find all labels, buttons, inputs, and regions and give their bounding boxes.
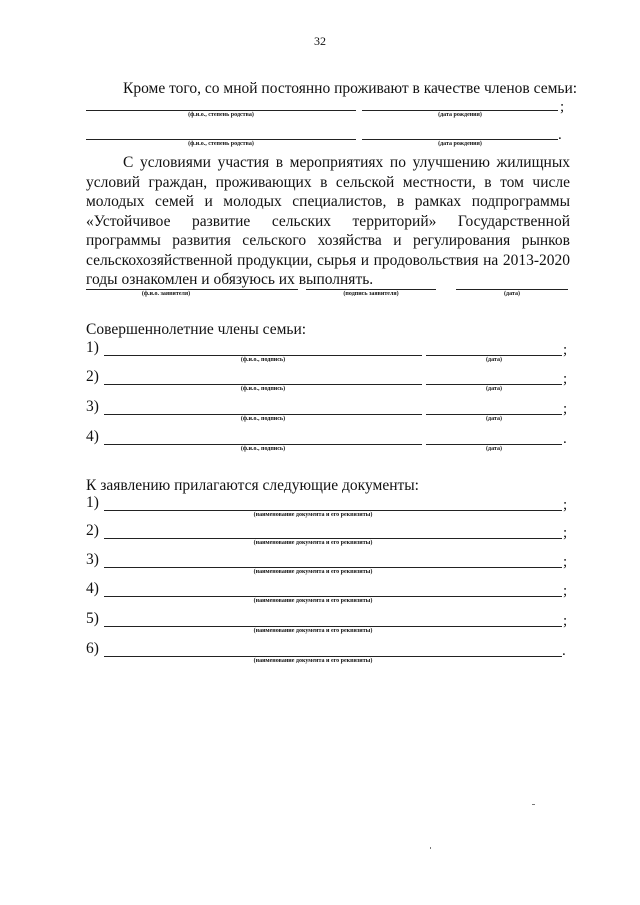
caption-document-details: (наименование документа и его реквизиты) [253,658,373,664]
item-number: 3) [86,398,99,415]
item-number: 4) [86,428,99,445]
member-name-line [104,414,422,415]
member-date-line [426,414,562,415]
caption-document-details: (наименование документа и его реквизиты) [253,628,373,634]
caption-document-details: (наименование документа и его реквизиты) [253,512,373,518]
caption-birthdate: (дата рождения) [438,112,482,118]
caption-name-signature: (ф.и.о., подпись) [240,416,286,422]
document-line [104,538,562,539]
caption-name-signature: (ф.и.о., подпись) [240,446,286,452]
document-line [104,596,562,597]
consent-paragraph [86,153,570,290]
caption-name-relation: (ф.и.о., степень родства) [188,112,254,118]
caption-date: (дата) [486,446,502,452]
family-name-line [86,110,356,111]
caption-date: (дата) [486,386,502,392]
item-number: 2) [86,522,99,539]
family-birthdate-line [362,110,558,111]
caption-date: (дата) [486,416,502,422]
row-end-punct: ; [563,401,568,417]
caption-applicant-signature: (подпись заявителя) [343,291,399,297]
row-end-punct: ; [563,497,568,513]
caption-document-details: (наименование документа и его реквизиты) [253,598,373,604]
intro-text: Кроме того, со мной постоянно проживают в качестве членов семьи: [123,80,578,97]
document-line [104,626,562,627]
consent-paragraph-text: С условиями участия в мероприятиях по улучшению жилищных условий граждан, проживающих в сельской местности, в том числе молодых семей и молодых специалистов, в рамках подпрограммы «Устойчивое развитие сельских территорий» Государственной программы развития сельского хозяйства и регулирования рынков сельскохозяйственной продукции, сырья и продовольствия на 2013-2020 годы ознакомлен и обязуюсь их выполнять. [86,154,570,288]
member-name-line [104,355,422,356]
applicant-date-line [456,289,568,290]
caption-birthdate: (дата рождения) [438,141,482,147]
member-date-line [426,384,562,385]
item-number: 4) [86,580,99,597]
page-number: 32 [314,34,326,48]
caption-document-details: (наименование документа и его реквизиты) [253,540,373,546]
caption-name-signature: (ф.и.о., подпись) [240,386,286,392]
item-number: 5) [86,610,99,627]
applicant-sign-line [306,289,436,290]
row-end-punct: ; [563,342,568,358]
row-end-punct: . [558,127,562,143]
family-name-line [86,139,356,140]
row-end-punct: . [563,431,567,447]
caption-date: (дата) [486,357,502,363]
row-end-punct: ; [563,554,568,570]
item-number: 6) [86,640,99,657]
caption-date: (дата) [504,291,520,297]
document-line [104,567,562,568]
row-end-punct: ; [560,99,565,115]
member-name-line [104,444,422,445]
row-end-punct: ; [563,583,568,599]
document-line [104,656,562,657]
row-end-punct: ; [563,525,568,541]
member-name-line [104,384,422,385]
family-birthdate-line [362,139,558,140]
item-number: 1) [86,339,99,356]
row-end-punct: ; [563,371,568,387]
adult-members-heading: Совершеннолетние члены семьи: [86,321,307,338]
member-date-line [426,444,562,445]
caption-name-signature: (ф.и.о., подпись) [240,357,286,363]
caption-applicant-name: (ф.и.о. заявителя) [141,291,191,297]
documents-heading: К заявлению прилагаются следующие документы: [86,477,419,494]
item-number: 2) [86,368,99,385]
row-end-punct: . [562,643,566,659]
member-date-line [426,355,562,356]
caption-document-details: (наименование документа и его реквизиты) [253,569,373,575]
row-end-punct: ; [563,613,568,629]
caption-name-relation: (ф.и.о., степень родства) [188,141,254,147]
document-line [104,510,562,511]
applicant-name-line [86,289,298,290]
scan-speck [430,847,431,849]
item-number: 3) [86,551,99,568]
scan-speck [532,804,535,805]
item-number: 1) [86,494,99,511]
